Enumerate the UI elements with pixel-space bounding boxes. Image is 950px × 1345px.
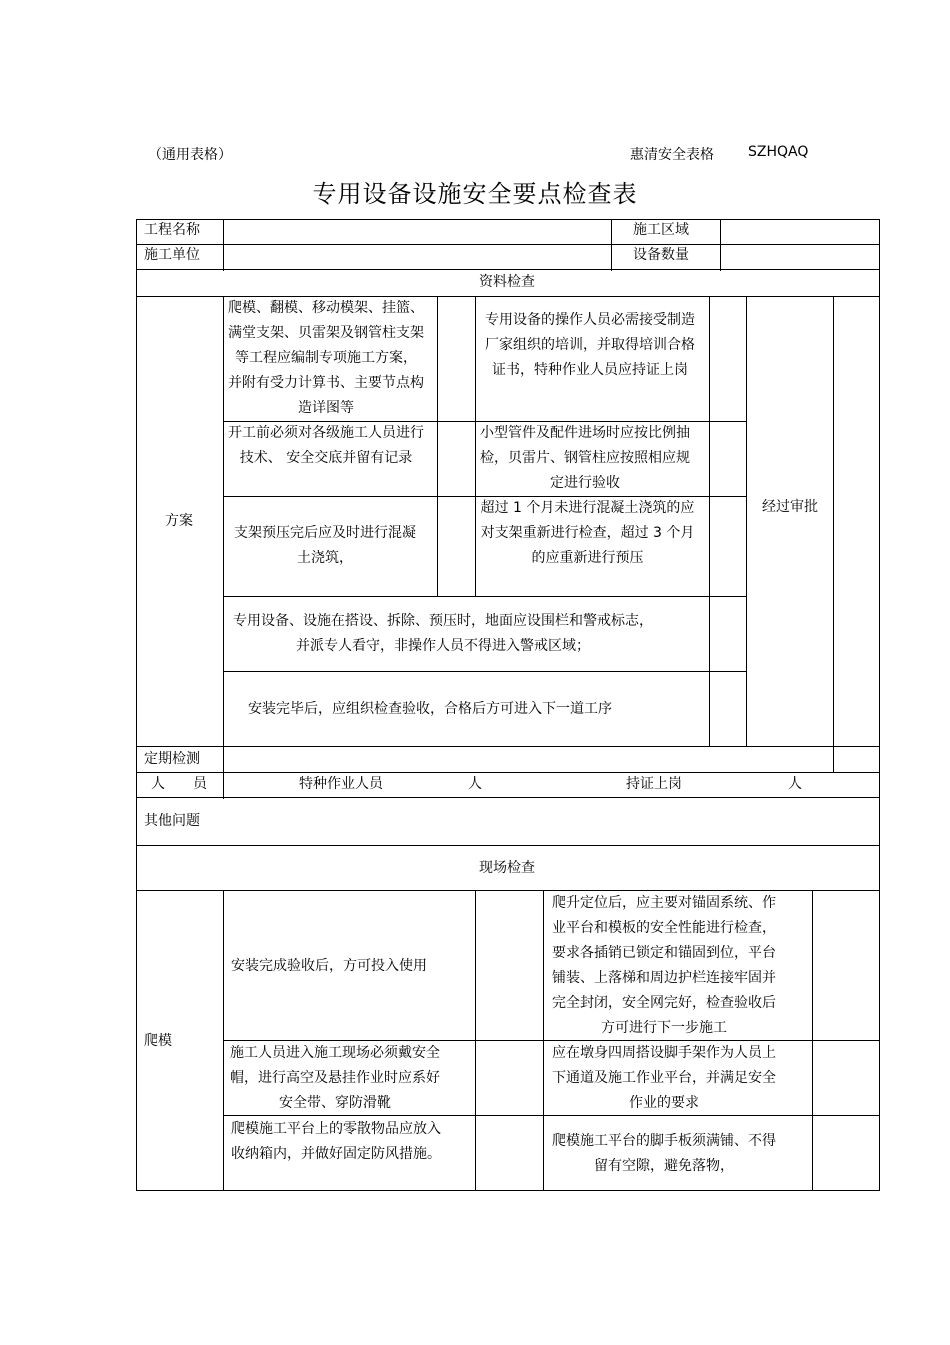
climbing-form-label: 爬模: [144, 1033, 172, 1049]
form-series-label: 惠清安全表格: [630, 147, 714, 163]
construction-area-label: 施工区域: [633, 222, 689, 238]
project-name-label: 工程名称: [144, 222, 200, 238]
doc-item-preload-pouring: 支架预压完后应及时进行混凝土浇筑，: [234, 525, 416, 566]
site-item-scaffold-access: 应在墩身四周搭设脚手架作为人员上下通道及施工作业平台，并满足安全作业的要求: [552, 1045, 776, 1111]
construction-unit-label: 施工单位: [144, 247, 200, 263]
site-item-acceptance-before-use: 安装完成验收后，方可投入使用: [231, 958, 427, 974]
column-divider: [223, 890, 224, 1190]
site-item-personal-protection: 施工人员进入施工现场必须戴安全帽，进行高空及悬挂作业时应系好安全带、穿防滑靴: [230, 1045, 440, 1111]
doc-item-special-plan: 爬模、翻模、移动模架、挂篮、满堂支架、贝雷架及钢管柱支架等工程应编制专项施工方案， 并附有受力计算书、主要节点构造详图等: [228, 300, 424, 416]
site-item-scaffold-boards: 爬模施工平台的脚手板须满铺、不得留有空隙，避免落物，: [552, 1133, 776, 1174]
row-divider: [136, 797, 880, 798]
approval-status: 经过审批: [762, 499, 818, 515]
doc-item-warning-zone: 专用设备、设施在搭设、拆除、预压时，地面应设围栏和警戒标志，并派专人看守，非操作人员不得进入警戒区域；: [233, 613, 653, 654]
column-divider: [812, 890, 813, 1190]
certified-label: 持证上岗: [626, 776, 682, 792]
column-divider: [720, 219, 721, 271]
column-divider: [223, 296, 224, 799]
doc-item-component-inspection: 小型管件及配件进场时应按比例抽检，贝雷片、钢管柱应按照相应规定进行验收: [480, 425, 690, 491]
row-divider: [223, 596, 747, 597]
certified-unit: 人: [788, 776, 802, 792]
equipment-quantity-label: 设备数量: [633, 247, 689, 263]
column-divider: [475, 890, 476, 1190]
column-divider: [475, 296, 476, 596]
row-divider: [136, 772, 880, 773]
personnel-label: 人 员: [151, 776, 207, 792]
documents-section-heading: 资料检查: [479, 274, 535, 290]
periodic-inspection-label: 定期检测: [144, 751, 200, 767]
form-code: SZHQAQ: [748, 144, 809, 160]
column-divider: [543, 890, 544, 1190]
special-workers-unit: 人: [468, 776, 482, 792]
column-divider: [437, 296, 438, 596]
doc-item-safety-briefing: 开工前必须对各级施工人员进行技术、 安全交底并留有记录: [228, 425, 424, 466]
site-section-heading: 现场检查: [479, 860, 535, 876]
doc-item-acceptance: 安装完毕后，应组织检查验收，合格后方可进入下一道工序: [248, 701, 612, 717]
site-item-post-climb-check: 爬升定位后，应主要对锚固系统、作业平台和模板的安全性能进行检查，要求各插销已锁定和锚固到位，平台铺装、上落梯和周边护栏连接牢固并完全封闭，安全网完好，检查验收后方可进行下一步施工: [552, 895, 776, 1036]
page-title: 专用设备设施安全要点检查表: [312, 180, 638, 208]
row-divider: [136, 244, 880, 245]
other-issues-label: 其他问题: [144, 813, 200, 829]
site-item-loose-items: 爬模施工平台上的零散物品应放入收纳箱内，并做好固定防风措施。: [231, 1121, 441, 1162]
row-divider: [136, 746, 880, 747]
row-divider: [136, 845, 880, 846]
column-divider: [833, 296, 834, 772]
form-type-label: （通用表格）: [148, 147, 232, 163]
column-divider: [746, 296, 747, 746]
column-divider: [611, 219, 612, 271]
plan-label: 方案: [165, 513, 193, 529]
special-workers-label: 特种作业人员: [299, 776, 383, 792]
doc-item-operator-training: 专用设备的操作人员必需接受制造厂家组织的培训，并取得培训合格证书，特种作业人员应持证上岗: [485, 312, 695, 378]
column-divider: [709, 296, 710, 746]
doc-item-support-recheck: 超过 1 个月未进行混凝土浇筑的应对支架重新进行检查，超过 3 个月的应重新进行预压: [480, 500, 695, 566]
row-divider: [223, 671, 747, 672]
